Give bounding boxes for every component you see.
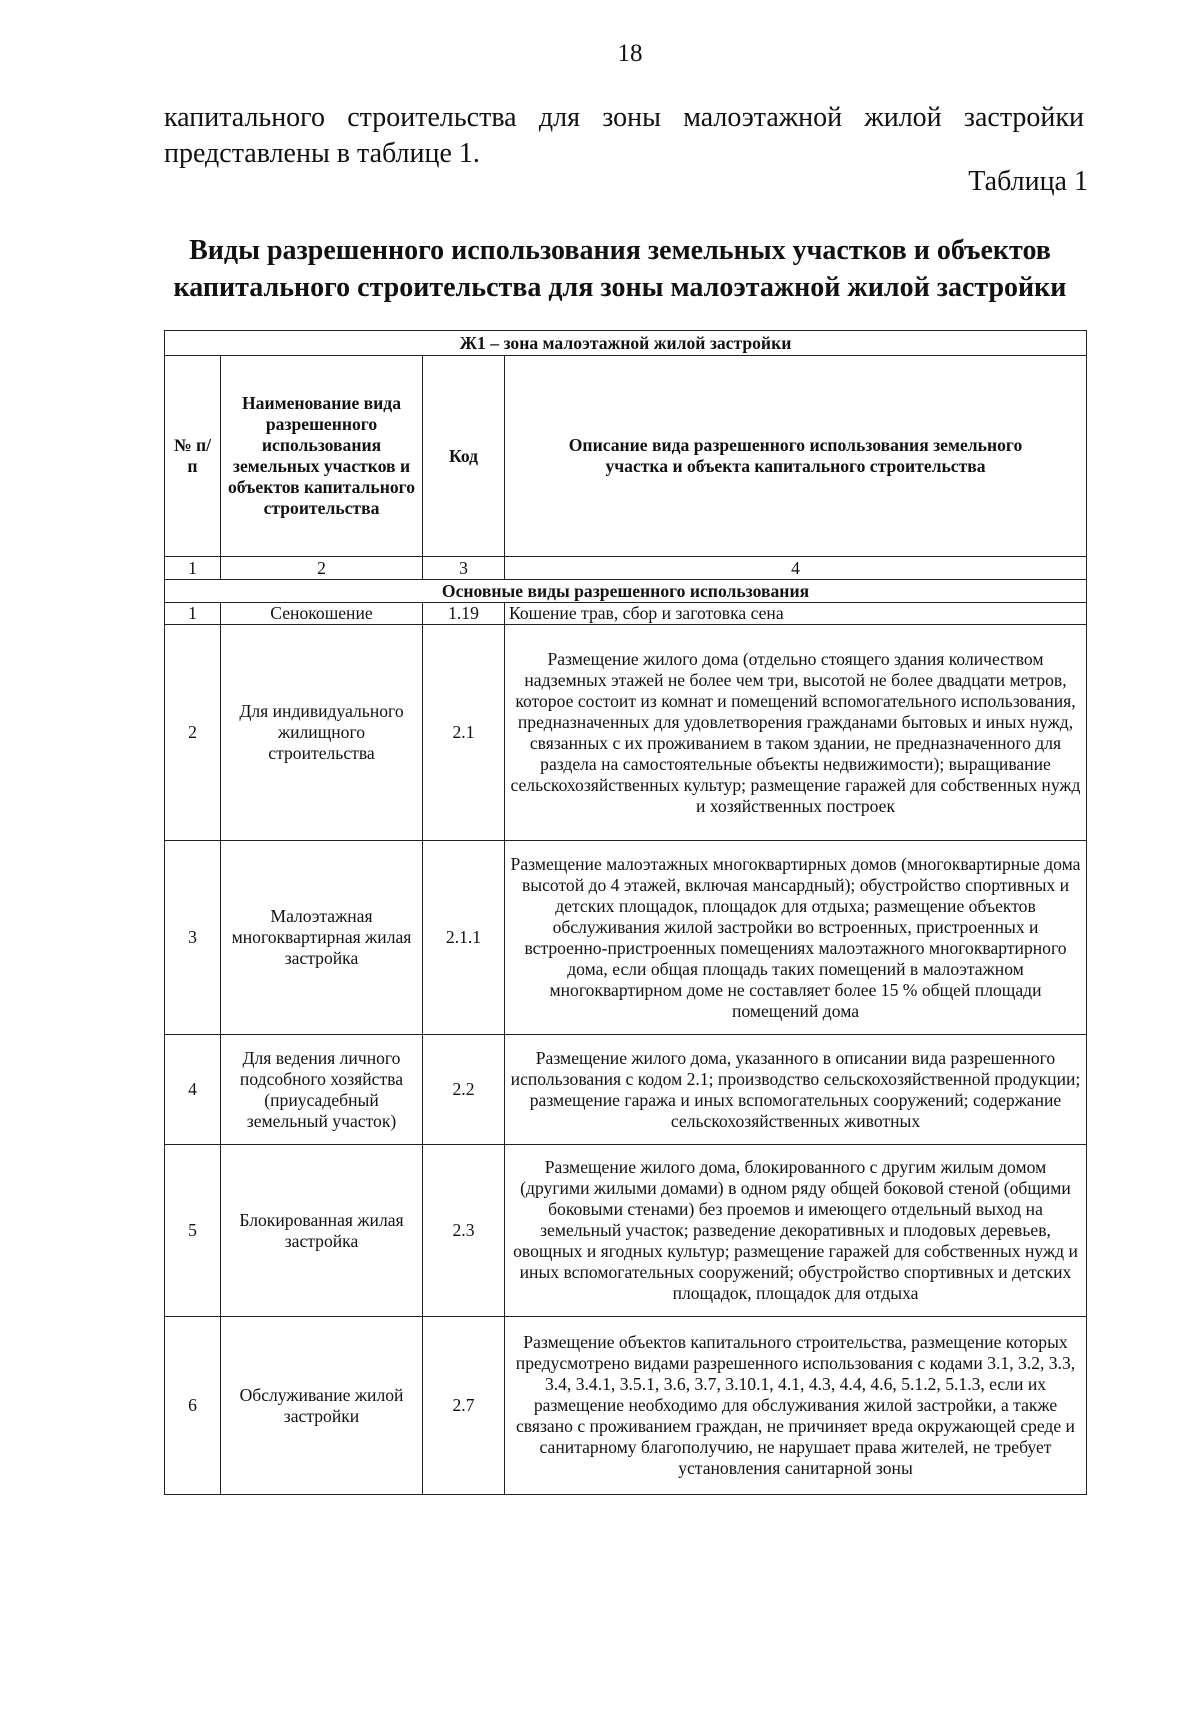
column-header-row [165, 356, 1087, 557]
row-description: Размещение жилого дома, блокированного с другим жилым домом (другими жилыми домами) в одном ряду общей боковой стеной (общими боковыми стенами) без проемов и имеющего отдельный выход на земельный участок; разведение декоративных и плодовых деревьев, овощных и ягодных культур; размещение гаражей для собственных нужд и иных вспомогательных сооружений; обустройство спортивных и детских площадок, площадок для отдыха [505, 1145, 1087, 1317]
row-description: Размещение малоэтажных многоквартирных домов (многоквартирные дома высотой до 4 этажей, включая мансардный); обустройство спортивных и детских площадок, площадок для отдыха; размещение объектов обслуживания жилой застройки во встроенных, пристроенных и встроенно-пристроенных помещениях малоэтажного многоквартирного дома, если общая площадь таких помещений в малоэтажном многоквартирном доме не составляет более 15 % общей площади помещений дома [505, 841, 1087, 1035]
header-name: Наименование вида разрешенного использования земельных участков и объектов капитального строительства [221, 356, 423, 557]
row-description: Размещение жилого дома, указанного в описании вида разрешенного использования с кодом 2.1; производство сельскохозяйственной продукции; размещение гаража и иных вспомогательных сооружений; содержание сельскохозяйственных животных [505, 1035, 1087, 1145]
row-num: 4 [165, 1035, 221, 1145]
row-code: 1.19 [423, 603, 505, 625]
intro-paragraph [164, 100, 1084, 172]
zone-header-row [165, 331, 1087, 356]
table-label: Таблица 1 [968, 166, 1088, 197]
section-header: Основные виды разрешенного использования [165, 580, 1087, 603]
column-number-row [165, 557, 1087, 580]
column-number: 2 [221, 557, 423, 580]
header-num: № п/п [165, 356, 221, 557]
table-row [165, 603, 1087, 625]
row-num: 2 [165, 625, 221, 841]
zone-header: Ж1 – зона малоэтажной жилой застройки [165, 331, 1087, 356]
row-name: Сенокошение [221, 603, 423, 625]
land-use-table [164, 330, 1087, 1495]
table-row [165, 1317, 1087, 1495]
table-row [165, 841, 1087, 1035]
column-number: 1 [165, 557, 221, 580]
row-num: 1 [165, 603, 221, 625]
row-code: 2.7 [423, 1317, 505, 1495]
row-code: 2.1.1 [423, 841, 505, 1035]
header-code: Код [423, 356, 505, 557]
row-description: Размещение жилого дома (отдельно стоящего здания количеством надземных этажей не более чем три, высотой не более двадцати метров, которое состоит из комнат и помещений вспомогательного использования, предназначенных для удовлетворения гражданами бытовых и иных нужд, связанных с их проживанием в таком здании, не предназначенного для раздела на самостоятельные объекты недвижимости); выращивание сельскохозяйственных культур; размещение гаражей для собственных нужд и хозяйственных построек [505, 625, 1087, 841]
intro-line-1: капитального строительства для зоны малоэтажной жилой застройки [164, 102, 1084, 133]
table-title-line-2: капитального строительства для зоны малоэтажной жилой застройки [173, 272, 1067, 303]
page-number: 18 [617, 40, 643, 67]
table-row [165, 625, 1087, 841]
row-code: 2.2 [423, 1035, 505, 1145]
row-name: Малоэтажная многоквартирная жилая застройка [221, 841, 423, 1035]
column-number: 3 [423, 557, 505, 580]
column-number: 4 [505, 557, 1087, 580]
table-title [140, 232, 1100, 306]
intro-line-2: представлены в таблице 1. [164, 138, 480, 169]
row-num: 6 [165, 1317, 221, 1495]
table-title-line-1: Виды разрешенного использования земельных участков и объектов [189, 235, 1051, 266]
row-name: Для ведения личного подсобного хозяйства (приусадебный земельный участок) [221, 1035, 423, 1145]
row-code: 2.3 [423, 1145, 505, 1317]
section-row [165, 580, 1087, 603]
row-description: Размещение объектов капитального строительства, размещение которых предусмотрено видами разрешенного использования с кодами 3.1, 3.2, 3.3, 3.4, 3.4.1, 3.5.1, 3.6, 3.7, 3.10.1, 4.1, 4.3, 4.4, 4.6, 5.1.2, 5.1.3, если их размещение необходимо для обслуживания жилой застройки, а также связано с проживанием граждан, не причиняет вреда окружающей среде и санитарному благополучию, не нарушает права жителей, не требует установления санитарной зоны [505, 1317, 1087, 1495]
row-code: 2.1 [423, 625, 505, 841]
row-name: Блокированная жилая застройка [221, 1145, 423, 1317]
row-name: Для индивидуального жилищного строительства [221, 625, 423, 841]
row-num: 5 [165, 1145, 221, 1317]
row-num: 3 [165, 841, 221, 1035]
row-name: Обслуживание жилой застройки [221, 1317, 423, 1495]
header-description: Описание вида разрешенного использования земельного участка и объекта капитального строительства [505, 356, 1087, 557]
table-row [165, 1035, 1087, 1145]
table-row [165, 1145, 1087, 1317]
row-description: Кошение трав, сбор и заготовка сена [505, 603, 1087, 625]
